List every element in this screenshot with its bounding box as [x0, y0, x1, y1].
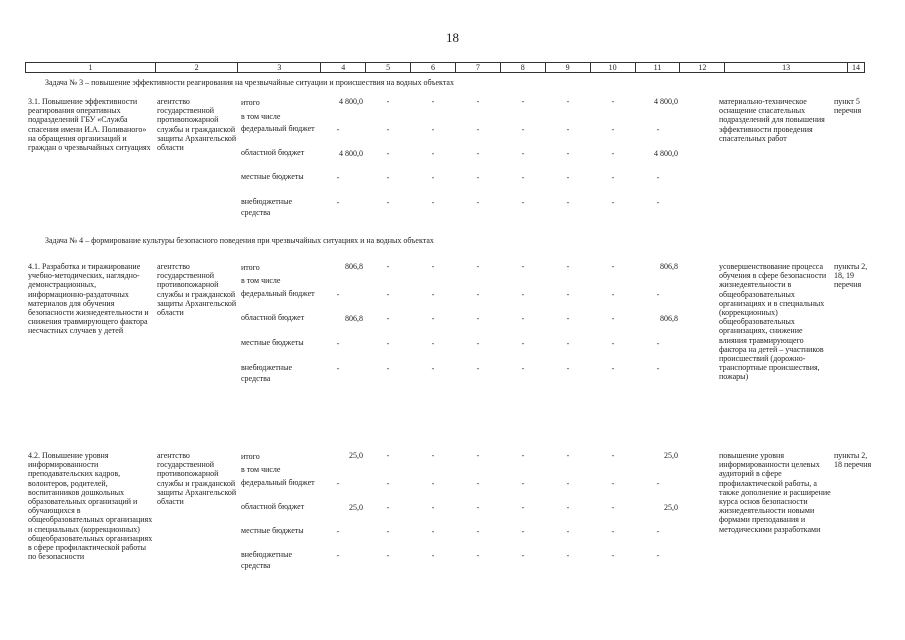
value-dash: - — [386, 125, 390, 134]
value-dash: - — [521, 97, 525, 106]
column-header-12: 12 — [680, 63, 725, 72]
value-dash: - — [336, 339, 340, 348]
value-dash: - — [521, 290, 525, 299]
value-dash: - — [336, 198, 340, 207]
funding-source: местные бюджеты — [241, 172, 304, 181]
funding-source: областной бюджет — [241, 148, 305, 157]
funding-source: внебюджетные средства — [241, 197, 292, 217]
value-dash: - — [386, 527, 390, 536]
value-dash: - — [656, 339, 660, 348]
value-dash: - — [476, 527, 480, 536]
value-dash: - — [336, 290, 340, 299]
year-value: 4 800,0 — [654, 149, 678, 158]
value-dash: - — [476, 149, 480, 158]
value-dash: - — [611, 173, 615, 182]
value-dash: - — [476, 125, 480, 134]
column-header-5: 5 — [366, 63, 411, 72]
task-title: Задача № 4 – формирование культуры безопасного поведения при чрезвычайных ситуациях и на водных объектах — [45, 236, 434, 245]
value-dash: - — [656, 527, 660, 536]
value-dash: - — [336, 173, 340, 182]
value-dash: - — [566, 339, 570, 348]
value-dash: - — [386, 551, 390, 560]
value-dash: - — [431, 97, 435, 106]
value-dash: - — [521, 125, 525, 134]
value-dash: - — [611, 551, 615, 560]
column-header-14: 14 — [851, 63, 860, 72]
value-dash: - — [386, 149, 390, 158]
value-dash: - — [431, 527, 435, 536]
year-value: 25,0 — [664, 451, 678, 460]
value-dash: - — [431, 339, 435, 348]
year-value: 806,8 — [660, 262, 678, 271]
value-dash: - — [476, 551, 480, 560]
value-dash: - — [386, 97, 390, 106]
funding-source: итого — [241, 98, 260, 107]
value-dash: - — [656, 479, 660, 488]
value-dash: - — [386, 479, 390, 488]
funding-source: федеральный бюджет — [241, 289, 315, 298]
value-dash: - — [611, 364, 615, 373]
value-dash: - — [611, 479, 615, 488]
funding-source: областной бюджет — [241, 502, 305, 511]
total-value: 4 800,0 — [339, 149, 363, 158]
value-dash: - — [336, 364, 340, 373]
measure-name: 4.1. Разработка и тиражирование учебно-методических, наглядно-демонстрационных, информационно-раздаточных материалов для обучения безопасности жизнедеятельности и снижения травмирующего фактора несчастных случаев у детей — [28, 262, 149, 336]
funding-source: федеральный бюджет — [241, 124, 315, 133]
value-dash: - — [521, 551, 525, 560]
value-dash: - — [476, 451, 480, 460]
value-dash: - — [386, 314, 390, 323]
expected-result: усовершенствование процесса обучения в сфере безопасности жизнедеятельности в общеобразовательных организациях и в специальных (коррекционных) общеобразовательных организациях, снижение влияния травмирующего фактора на детей – участников происшествий (дорожно-транспортные происшествия, пожары) — [719, 262, 827, 382]
value-dash: - — [521, 527, 525, 536]
reference: пункт 5 перечня — [834, 97, 862, 116]
value-dash: - — [431, 149, 435, 158]
value-dash: - — [431, 198, 435, 207]
column-header-11: 11 — [636, 63, 681, 72]
value-dash: - — [386, 451, 390, 460]
value-dash: - — [336, 527, 340, 536]
value-dash: - — [431, 451, 435, 460]
value-dash: - — [656, 290, 660, 299]
value-dash: - — [611, 503, 615, 512]
total-value: 806,8 — [345, 262, 363, 271]
value-dash: - — [566, 364, 570, 373]
column-header-9: 9 — [546, 63, 591, 72]
value-dash: - — [431, 262, 435, 271]
funding-source: итого — [241, 452, 260, 461]
value-dash: - — [566, 149, 570, 158]
page-number: 18 — [446, 30, 459, 45]
value-dash: - — [611, 339, 615, 348]
value-dash: - — [336, 551, 340, 560]
executor: агентство государственной противопожарной службы и гражданской защиты Архангельской области — [157, 262, 237, 318]
value-dash: - — [521, 479, 525, 488]
funding-source: федеральный бюджет — [241, 478, 315, 487]
value-dash: - — [611, 451, 615, 460]
value-dash: - — [431, 479, 435, 488]
value-dash: - — [476, 314, 480, 323]
funding-source: внебюджетные средства — [241, 550, 292, 570]
value-dash: - — [611, 198, 615, 207]
value-dash: - — [566, 503, 570, 512]
value-dash: - — [656, 551, 660, 560]
total-value: 806,8 — [345, 314, 363, 323]
funding-source: областной бюджет — [241, 313, 305, 322]
value-dash: - — [431, 364, 435, 373]
value-dash: - — [476, 364, 480, 373]
executor: агентство государственной противопожарной службы и гражданской защиты Архангельской области — [157, 97, 237, 153]
value-dash: - — [566, 173, 570, 182]
value-dash: - — [566, 479, 570, 488]
value-dash: - — [611, 149, 615, 158]
reference: пункты 2, 18, 19 перечня — [834, 262, 868, 290]
value-dash: - — [431, 125, 435, 134]
value-dash: - — [656, 173, 660, 182]
column-header-row — [25, 62, 865, 73]
value-dash: - — [386, 364, 390, 373]
year-value: 4 800,0 — [654, 97, 678, 106]
value-dash: - — [566, 451, 570, 460]
expected-result: материально-техническое оснащение спасательных подразделений для повышения эффективности проведения спасательных работ — [719, 97, 825, 143]
value-dash: - — [431, 503, 435, 512]
column-header-3: 3 — [238, 63, 321, 72]
value-dash: - — [566, 262, 570, 271]
value-dash: - — [566, 551, 570, 560]
task-title: Задача № 3 – повышение эффективности реагирования на чрезвычайные ситуации и происшествия на водных объектах — [45, 78, 454, 87]
value-dash: - — [521, 262, 525, 271]
value-dash: - — [611, 262, 615, 271]
value-dash: - — [386, 339, 390, 348]
measure-name: 3.1. Повышение эффективности реагирования оперативных подразделений ГБУ «Служба спасения имени И.А. Поливаного» на обращения организаций и граждан о чрезвычайных ситуациях — [28, 97, 151, 153]
expected-result: повышение уровня информированности целевых аудиторий в сфере профилактической работы, а также дополнение и расширение курса основ безопасности жизнедеятельности новыми формами преподавания и методическими разработками — [719, 451, 831, 534]
value-dash: - — [336, 125, 340, 134]
value-dash: - — [336, 479, 340, 488]
value-dash: - — [476, 290, 480, 299]
value-dash: - — [656, 125, 660, 134]
value-dash: - — [521, 149, 525, 158]
value-dash: - — [566, 527, 570, 536]
value-dash: - — [431, 290, 435, 299]
funding-source: внебюджетные средства — [241, 363, 292, 383]
column-header-7: 7 — [456, 63, 501, 72]
value-dash: - — [386, 503, 390, 512]
value-dash: - — [521, 339, 525, 348]
value-dash: - — [521, 451, 525, 460]
funding-source: местные бюджеты — [241, 526, 304, 535]
column-header-2: 2 — [156, 63, 239, 72]
value-dash: - — [521, 198, 525, 207]
value-dash: - — [566, 97, 570, 106]
value-dash: - — [521, 314, 525, 323]
value-dash: - — [611, 290, 615, 299]
column-header-6: 6 — [411, 63, 456, 72]
value-dash: - — [476, 262, 480, 271]
year-value: 25,0 — [664, 503, 678, 512]
value-dash: - — [386, 173, 390, 182]
executor: агентство государственной противопожарной службы и гражданской защиты Архангельской области — [157, 451, 237, 507]
value-dash: - — [431, 173, 435, 182]
value-dash: - — [611, 97, 615, 106]
value-dash: - — [611, 125, 615, 134]
reference: пункты 2, 18 перечня — [834, 451, 872, 470]
value-dash: - — [386, 262, 390, 271]
column-header-13: 13 — [725, 63, 848, 72]
value-dash: - — [386, 290, 390, 299]
value-dash: - — [566, 314, 570, 323]
value-dash: - — [476, 97, 480, 106]
value-dash: - — [656, 364, 660, 373]
total-value: 25,0 — [349, 451, 363, 460]
value-dash: - — [386, 198, 390, 207]
total-value: 25,0 — [349, 503, 363, 512]
value-dash: - — [566, 198, 570, 207]
value-dash: - — [476, 479, 480, 488]
value-dash: - — [476, 503, 480, 512]
funding-source: местные бюджеты — [241, 338, 304, 347]
column-header-1: 1 — [26, 63, 156, 72]
funding-source: итого — [241, 263, 260, 272]
value-dash: - — [656, 198, 660, 207]
value-dash: - — [611, 314, 615, 323]
value-dash: - — [521, 364, 525, 373]
value-dash: - — [476, 173, 480, 182]
value-dash: - — [566, 290, 570, 299]
value-dash: - — [611, 527, 615, 536]
total-value: 4 800,0 — [339, 97, 363, 106]
column-header-10: 10 — [591, 63, 636, 72]
value-dash: - — [431, 314, 435, 323]
funding-source: в том числе — [241, 465, 281, 474]
value-dash: - — [431, 551, 435, 560]
value-dash: - — [476, 198, 480, 207]
column-header-4: 4 — [321, 63, 366, 72]
value-dash: - — [566, 125, 570, 134]
measure-name: 4.2. Повышение уровня информированности преподавательских кадров, волонтеров, родителей, воспитанников дошкольных образовательных организаций и обучающихся в общеобразовательных организациях и специальных (коррекционных) общеобразовательных организациях в сфере профилактической работы по безопасности — [28, 451, 153, 562]
funding-source: в том числе — [241, 276, 281, 285]
value-dash: - — [521, 173, 525, 182]
value-dash: - — [521, 503, 525, 512]
funding-source: в том числе — [241, 112, 281, 121]
value-dash: - — [476, 339, 480, 348]
year-value: 806,8 — [660, 314, 678, 323]
column-header-8: 8 — [501, 63, 546, 72]
